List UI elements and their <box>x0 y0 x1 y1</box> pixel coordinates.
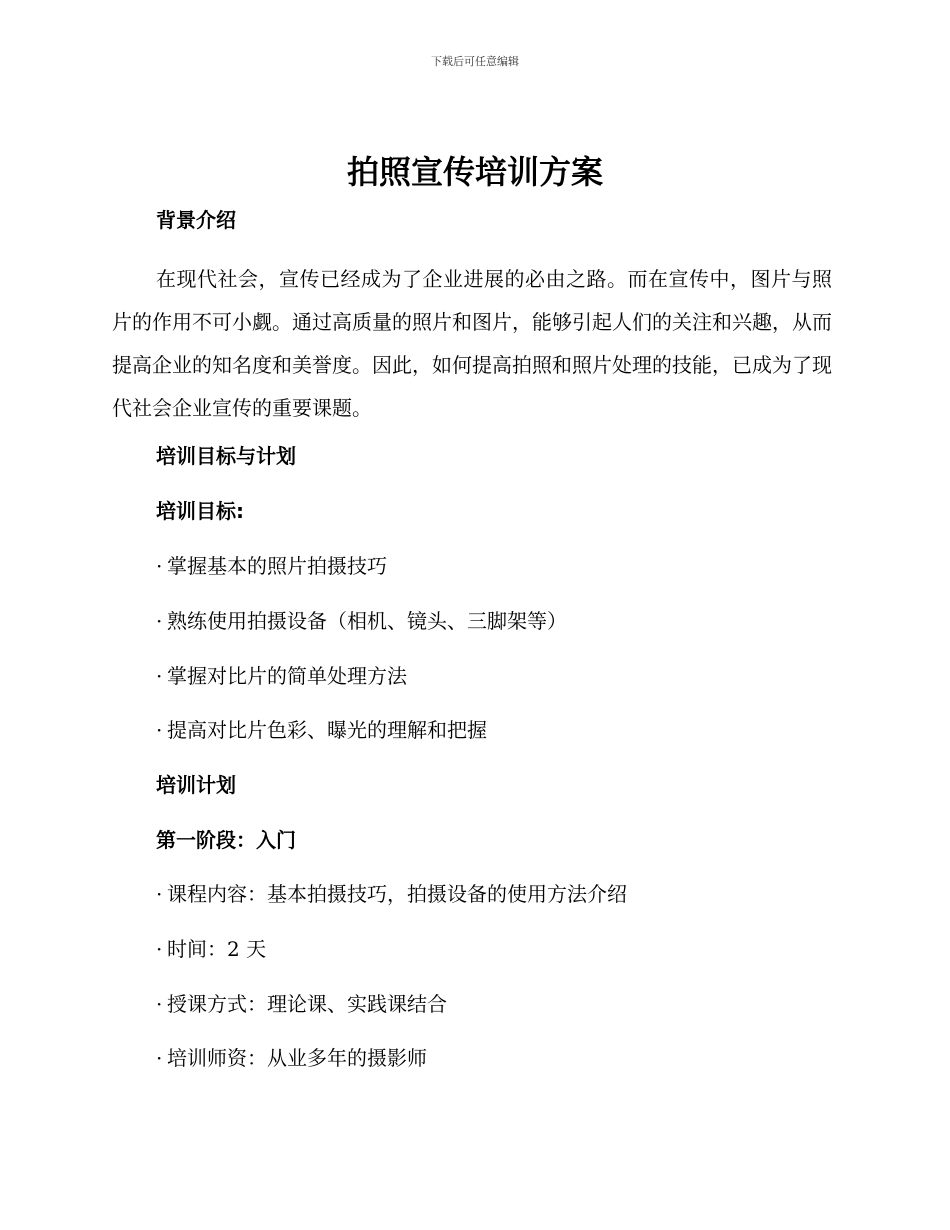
stage1-item-text: 培训师资：从业多年的摄影师 <box>167 1046 427 1070</box>
bullet-dot: · <box>156 882 163 906</box>
bullet-dot: · <box>156 554 163 578</box>
stage1-item <box>156 880 627 908</box>
plan-heading: 培训计划 <box>156 773 236 797</box>
bullet-dot: · <box>156 992 163 1016</box>
document-title: 拍照宣传培训方案 <box>346 153 603 191</box>
background-paragraph: 在现代社会，宣传已经成为了企业进展的必由之路。而在宣传中，图片与照片的作用不可小觑。通过高质量的照片和图片，能够引起人们的关注和兴趣，从而提高企业的知名度和美誉度。因此，如何提高拍照和照片处理的技能，已成为了现代社会企业宣传的重要课题。 <box>112 267 832 420</box>
bullet-dot: · <box>156 664 163 688</box>
goal-item <box>156 607 567 635</box>
goals-plan-heading: 培训目标与计划 <box>156 444 296 468</box>
stage1-item-text: 授课方式：理论课、实践课结合 <box>167 992 447 1016</box>
bullet-dot: · <box>156 609 163 633</box>
bullet-dot: · <box>156 937 163 961</box>
background-heading: 背景介绍 <box>156 208 236 232</box>
goal-item <box>156 552 387 580</box>
bullet-dot: · <box>156 1046 163 1070</box>
page-header-note: 下载后可任意编辑 <box>431 55 519 68</box>
bullet-dot: · <box>156 718 163 742</box>
stage1-item-text: 时间：2 天 <box>167 937 267 961</box>
goal-item <box>156 662 407 690</box>
stage1-heading: 第一阶段：入门 <box>156 828 296 852</box>
goal-item-text: 提高对比片色彩、曝光的理解和把握 <box>167 718 487 742</box>
goals-heading: 培训目标: <box>156 499 244 523</box>
stage1-item <box>156 1044 427 1072</box>
goal-item-text: 掌握对比片的简单处理方法 <box>167 664 407 688</box>
stage1-item <box>156 990 447 1018</box>
goal-item-text: 掌握基本的照片拍摄技巧 <box>167 554 387 578</box>
goal-item-text: 熟练使用拍摄设备（相机、镜头、三脚架等） <box>167 609 567 633</box>
stage1-item <box>156 935 266 963</box>
stage1-item-text: 课程内容：基本拍摄技巧，拍摄设备的使用方法介绍 <box>167 882 627 906</box>
goal-item <box>156 716 487 744</box>
